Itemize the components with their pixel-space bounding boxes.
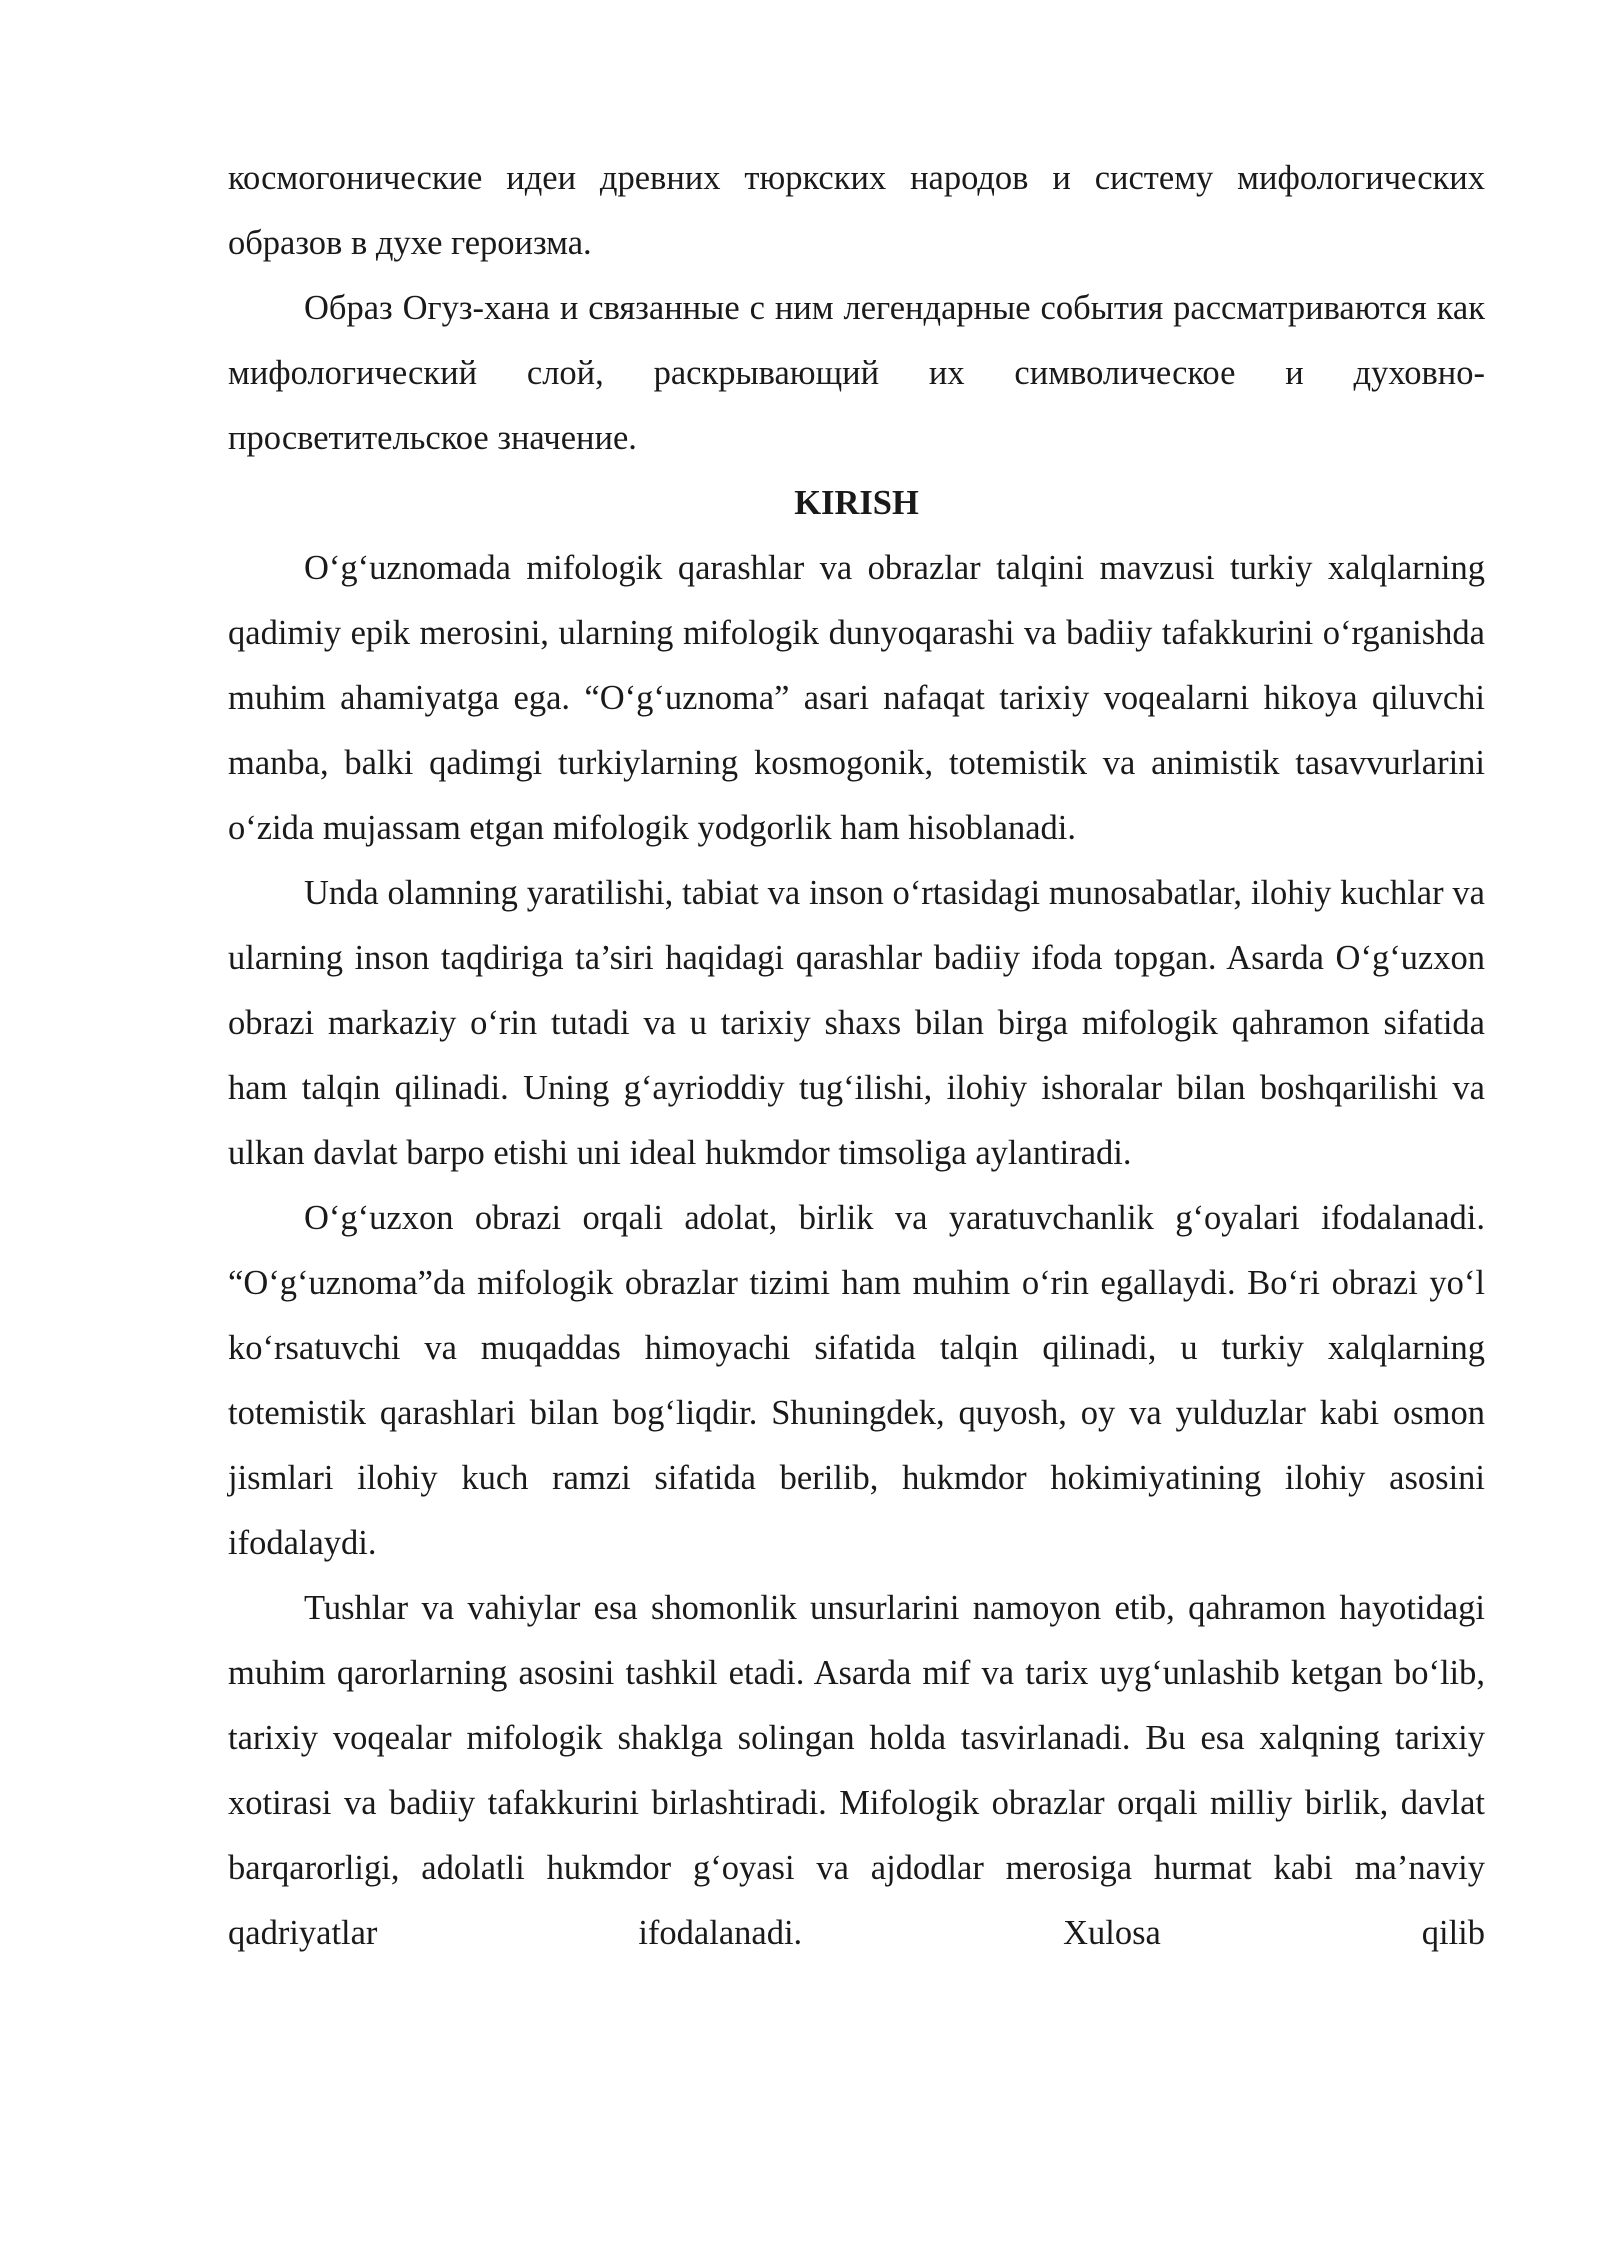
- section-heading: KIRISH: [794, 484, 919, 522]
- paragraph-oguz-khan-image: Образ Огуз-хана и связанные с ним легендарные события рассматриваются как мифологический слой, раскрывающий их символическое и духовно-просветительское значение.: [228, 289, 1485, 457]
- paragraph-intro-2: Unda olamning yaratilishi, tabiat va inson o‘rtasidagi munosabatlar, ilohiy kuchlar va ularning inson taqdiriga ta’siri haqidagi qarashlar badiiy ifoda topgan. Asarda O‘g‘uzxon obrazi markaziy o‘rin tutadi va u tarixiy shaxs bilan birga mifologik qahramon sifatida ham talqin qilinadi. Uning g‘ayrioddiy tug‘ilishi, ilohiy ishoralar bilan boshqarilishi va ulkan davlat barpo etishi uni ideal hukmdor timsoliga aylantiradi.: [228, 874, 1485, 1172]
- paragraph-intro-1: O‘g‘uznomada mifologik qarashlar va obrazlar talqini mavzusi turkiy xalqlarning qadimiy epik merosini, ularning mifologik dunyoqarashi va badiiy tafakkurini o‘rganishda muhim ahamiyatga ega. “O‘g‘uznoma” asari nafaqat tarixiy voqealarni hikoya qiluvchi manba, balki qadimgi turkiylarning kosmogonik, totemistik va animistik tasavvurlarini o‘zida mujassam etgan mifologik yodgorlik ham hisoblanadi.: [228, 549, 1485, 847]
- paragraph-continuation: космогонические идеи древних тюркских народов и систему мифологических образов в духе героизма.: [228, 159, 1485, 262]
- paragraph-intro-3: O‘g‘uzxon obrazi orqali adolat, birlik va yaratuvchanlik g‘oyalari ifodalanadi. “O‘g‘uznoma”da mifologik obrazlar tizimi ham muhim o‘rin egallaydi. Bo‘ri obrazi yo‘l ko‘rsatuvchi va muqaddas himoyachi sifatida talqin qilinadi, u turkiy xalqlarning totemistik qarashlari bilan bog‘liqdir. Shuningdek, quyosh, oy va yulduzlar kabi osmon jismlari ilohiy kuch ramzi sifatida berilib, hukmdor hokimiyatining ilohiy asosini ifodalaydi.: [228, 1199, 1485, 1562]
- paragraph-intro-4: Tushlar va vahiylar esa shomonlik unsurlarini namoyon etib, qahramon hayotidagi muhim qarorlarning asosini tashkil etadi. Asarda mif va tarix uyg‘unlashib ketgan bo‘lib, tarixiy voqealar mifologik shaklga solingan holda tasvirlanadi. Bu esa xalqning tarixiy xotirasi va badiiy tafakkurini birlashtiradi. Mifologik obrazlar orqali milliy birlik, davlat barqarorligi, adolatli hukmdor g‘oyasi va ajdodlar merosiga hurmat kabi ma’naviy qadriyatlar ifodalanadi. Xulosa qilib: [228, 1589, 1485, 1952]
- document-body: [228, 146, 1485, 1966]
